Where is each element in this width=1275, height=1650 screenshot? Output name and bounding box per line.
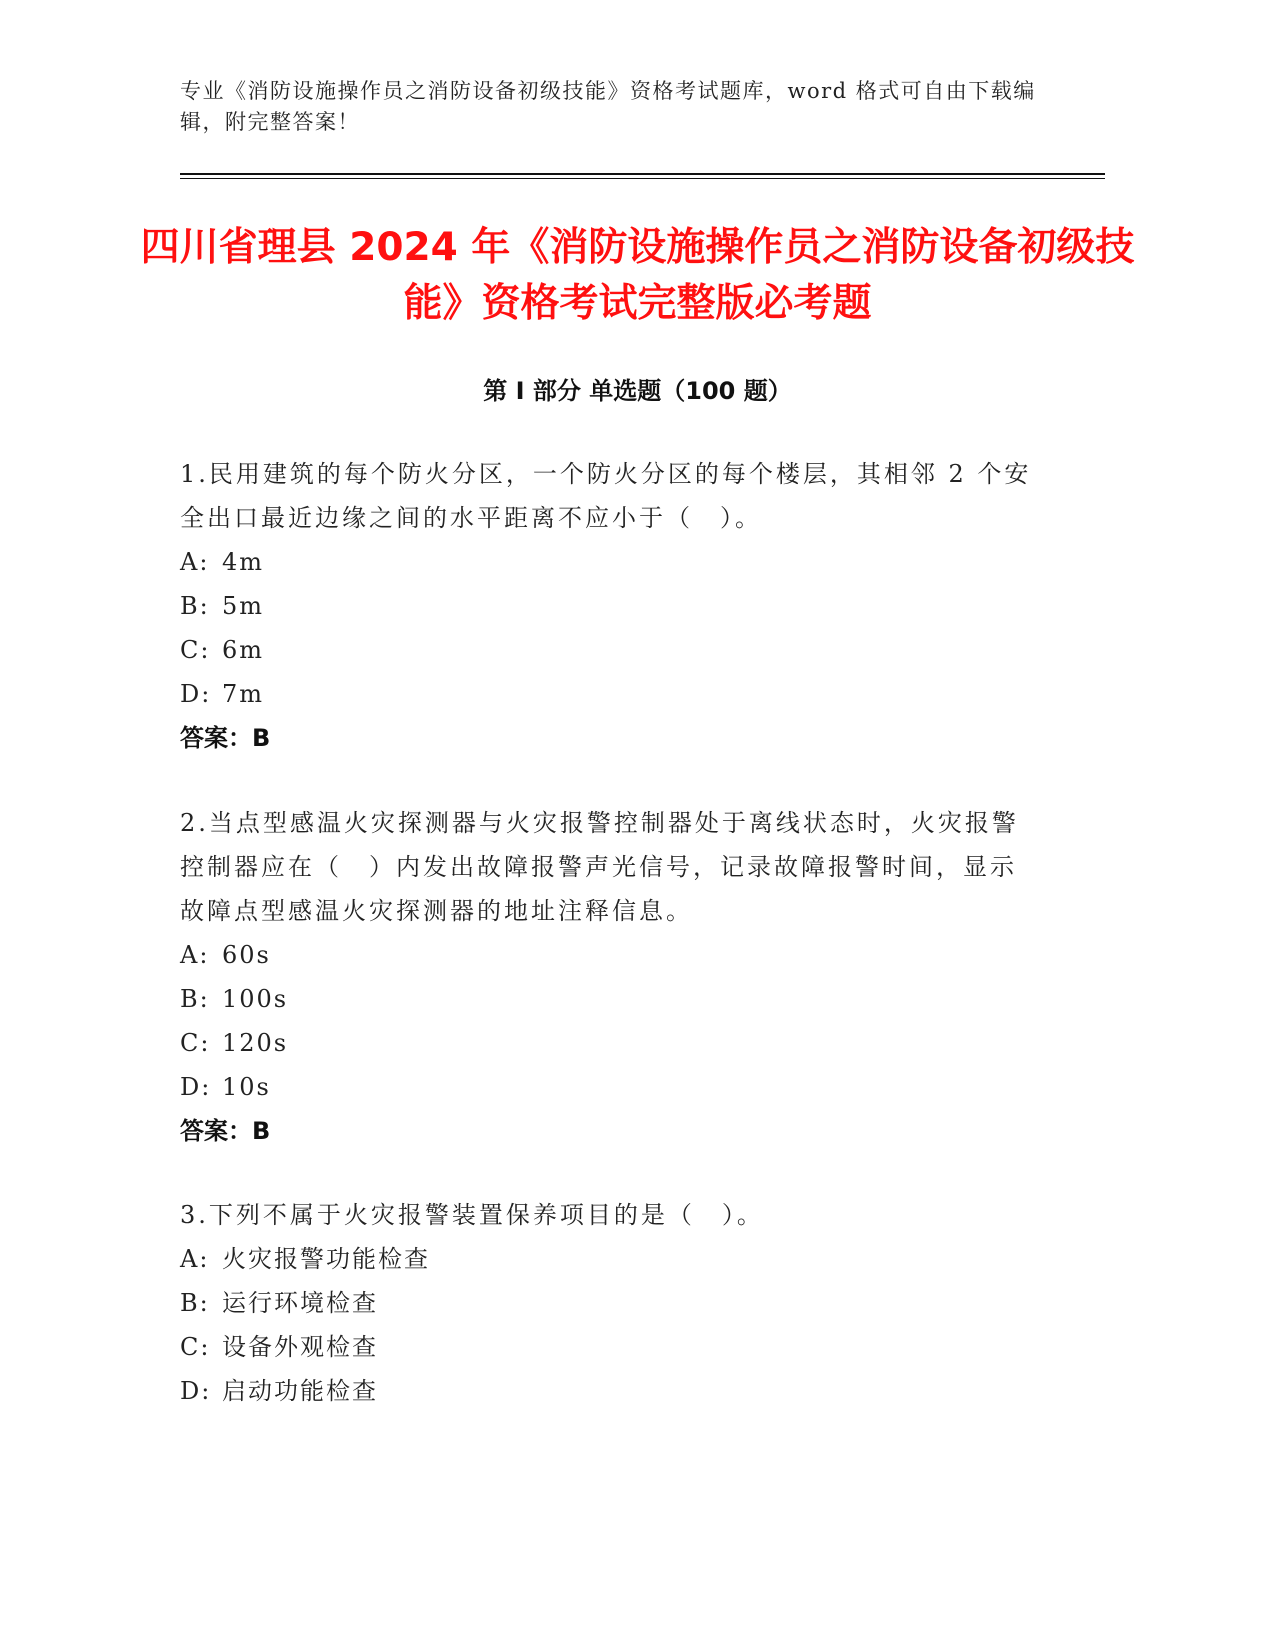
option-a [180,1237,1040,1281]
option-letter: A: [180,1245,210,1273]
header-divider-thin [180,178,1105,179]
option-letter: C: [180,1029,211,1057]
option-text: 6m [222,636,265,664]
option-text: 7m [222,680,265,708]
option-a [180,933,1040,977]
question-stem: 2.当点型感温火灾探测器与火灾报警控制器处于离线状态时，火灾报警控制器应在（ ）内发出故障报警声光信号，记录故障报警时间，显示故障点型感温火灾探测器的地址注释信息。 [180,809,1019,925]
option-text: 100s [222,985,289,1013]
option-b [180,584,1040,628]
option-letter: B: [180,985,210,1013]
option-text: 10s [222,1073,271,1101]
option-letter: A: [180,941,210,969]
option-c [180,1325,1040,1369]
question-2 [180,801,1040,1153]
option-text: 设备外观检查 [222,1333,378,1361]
option-text: 启动功能检查 [222,1377,378,1405]
option-letter: D: [180,1073,212,1101]
option-letter: C: [180,1333,211,1361]
option-d [180,1065,1040,1109]
question-stem: 3.下列不属于火灾报警装置保养项目的是（ ）。 [180,1201,764,1229]
question-stem: 1.民用建筑的每个防火分区，一个防火分区的每个楼层，其相邻 2 个安全出口最近边缘之间的水平距离不应小于（ ）。 [180,460,1032,532]
question-1 [180,452,1040,760]
header-note: 专业《消防设施操作员之消防设备初级技能》资格考试题库，word 格式可自由下载编辑，附完整答案！ [180,79,1036,134]
option-text: 5m [222,592,265,620]
option-letter: B: [180,592,210,620]
option-d [180,672,1040,716]
option-a [180,540,1040,584]
option-c [180,1021,1040,1065]
option-letter: D: [180,1377,212,1405]
option-text: 运行环境检查 [222,1289,378,1317]
section-heading: 第 I 部分 单选题（100 题） [483,377,792,405]
option-letter: A: [180,548,210,576]
option-letter: B: [180,1289,210,1317]
header-divider-thick [180,173,1105,175]
option-text: 火灾报警功能检查 [222,1245,430,1273]
answer: 答案：B [180,1117,271,1145]
option-d [180,1369,1040,1413]
option-text: 60s [222,941,271,969]
option-b [180,1281,1040,1325]
answer: 答案：B [180,724,271,752]
option-text: 120s [222,1029,289,1057]
option-letter: C: [180,636,211,664]
question-3 [180,1193,1040,1413]
option-c [180,628,1040,672]
option-text: 4m [222,548,265,576]
option-letter: D: [180,680,212,708]
option-b [180,977,1040,1021]
document-title: 四川省理县 2024 年《消防设施操作员之消防设备初级技能》资格考试完整版必考题 [140,225,1135,326]
